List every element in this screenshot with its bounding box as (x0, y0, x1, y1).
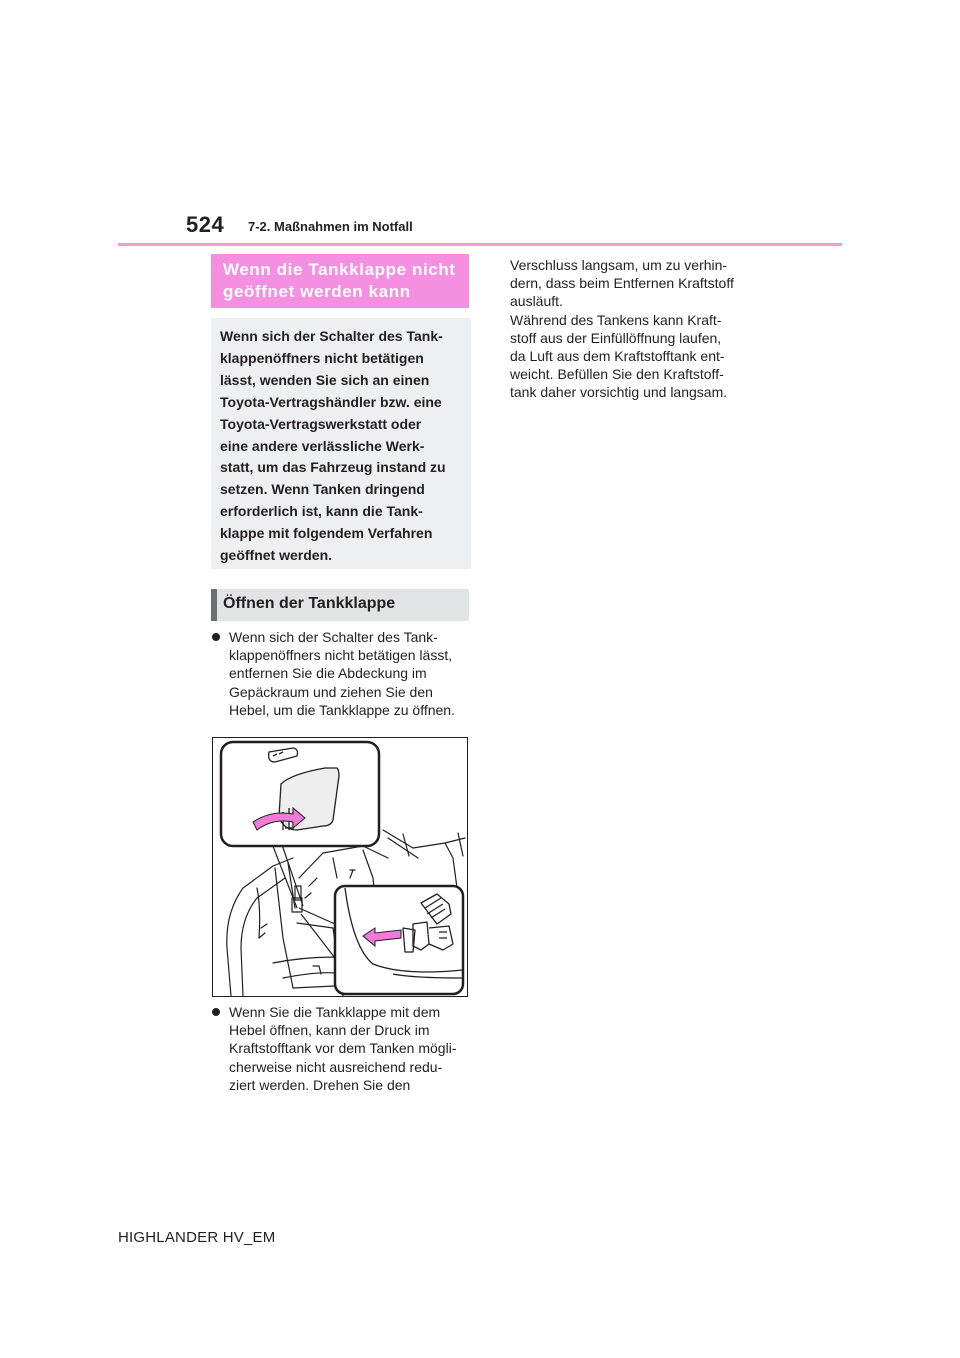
header-divider (118, 243, 842, 246)
page-number: 524 (186, 212, 225, 237)
footer-model: HIGHLANDER HV_EM (118, 1229, 276, 1246)
notice-line: erforderlich ist, kann die Tank- (220, 503, 423, 520)
section-heading-text: Wenn die Tankklappe nicht geöffnet werden kann (223, 260, 456, 301)
bullet-item (212, 628, 472, 719)
notice-box (211, 318, 471, 569)
section-title: 7-2. Maßnahmen im Notfall (248, 219, 413, 234)
notice-line: eine andere verlässliche Werk- (220, 437, 425, 454)
notice-line: klappenöffners nicht betätigen (220, 349, 424, 366)
section-heading (211, 254, 469, 308)
bullet-text: Wenn sich der Schalter des Tank- klappenöffners nicht betätigen lässt, entfernen Sie die Abdeckung im Gepäckraum und ziehen Sie den Hebel, um die Tankklappe zu öffnen. (229, 629, 455, 718)
subsection-heading: Öffnen der Tankklappe (211, 589, 469, 621)
continued-paragraph: Verschluss langsam, um zu verhin- dern, dass beim Entfernen Kraftstoff ausläuft. Während des Tankens kann Kraft- stoff aus der Einfüllöffnung laufen, da Luft aus dem Kraftstofftank ent- weicht. Befüllen Sie den Kraftstoff- tank daher vorsichtig und langsam. (510, 257, 734, 401)
notice-line: setzen. Wenn Tanken dringend (220, 481, 425, 498)
bullet-text: Wenn Sie die Tankklappe mit dem Hebel öffnen, kann der Druck im Kraftstofftank vor dem Tanken mögli- cherweise nicht ausreichend redu- ziert werden. Drehen Sie den (229, 1004, 457, 1093)
notice-line: Toyota-Vertragshändler bzw. eine (220, 393, 442, 410)
notice-line: klappe mit folgendem Verfahren (220, 525, 433, 542)
notice-line: geöffnet werden. (220, 547, 333, 564)
notice-line: Wenn sich der Schalter des Tank- (220, 328, 443, 344)
notice-line: Toyota-Vertragswerkstatt oder (220, 415, 422, 432)
cargo-area-drawing (213, 738, 467, 996)
fuel-door-lever-illustration (212, 737, 468, 997)
bullet-dot-icon (212, 1008, 220, 1016)
bullet-item (212, 1003, 472, 1094)
notice-line: lässt, wenden Sie sich an einen (220, 371, 430, 388)
notice-line: statt, um das Fahrzeug instand zu (220, 459, 446, 476)
bullet-dot-icon (212, 633, 220, 641)
